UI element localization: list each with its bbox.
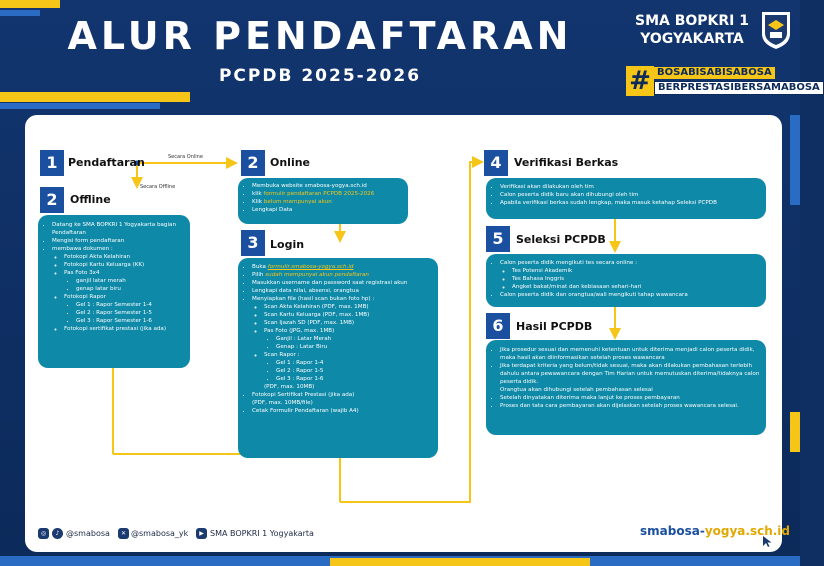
seleksi-list	[491, 259, 761, 299]
hasil-list	[491, 346, 761, 410]
login-item-1-link: formulir.smabosa-yogya.sch.id	[267, 264, 354, 270]
login-rapor-gel3: ▪ Gel 3 : Rapor 1-6	[276, 375, 433, 383]
offline-item-3-text: membawa dokumen :	[52, 246, 113, 252]
step-1-label: Pendaftaran	[68, 156, 145, 169]
step-4-label: Verifikasi Berkas	[514, 156, 619, 169]
step-2-offline-number: 2	[40, 187, 64, 213]
login-file-list	[252, 303, 433, 391]
step-3-label: Login	[270, 238, 305, 251]
hasil-box	[486, 340, 766, 435]
online-item-3	[252, 198, 403, 206]
youtube-icon[interactable]: ▶	[196, 528, 207, 539]
step-3-number: 3	[241, 230, 265, 256]
offline-photo-list	[64, 277, 185, 293]
login-file-2: ◦ Scan Kartu Keluarga (PDF, max. 1MB)	[264, 311, 433, 319]
edge-label-online: Secara Online	[168, 154, 203, 160]
online-item-2-highlight: formulir pendaftaran PCPDB 2025-2026	[263, 191, 375, 197]
hasil-item-2-text: Jika terdapat kriteria yang belum/tidak sesuai, maka akan dilakukan pembahasan terlebih dahulu antara pewawancara dengan Tim Harian untuk memutuskan diterima/tidaknya calon peserta didik.	[500, 363, 760, 385]
website-accent: yogya.sch.id	[704, 524, 791, 538]
login-rapor-gel2: ▪ Gel 2 : Rapor 1-5	[276, 367, 433, 375]
step-2-online-label: Online	[270, 156, 311, 169]
verifikasi-item-1: • Verifikasi akan dilakukan oleh tim	[500, 183, 761, 191]
step-1-number: 1	[40, 150, 64, 176]
offline-doc-3	[64, 269, 185, 293]
offline-item-1: • Datang ke SMA BOPKRI 1 Yogyakarta bagian Pendaftaran	[52, 221, 185, 237]
hasil-item-4: • Proses dan tata cara pembayaran akan dijelaskan setelah proses wawancara selesai.	[500, 402, 761, 410]
offline-rapor-gel2: ▪ Gel 2 : Rapor Semester 1-5	[76, 309, 185, 317]
instagram-handle[interactable]: @smabosa	[66, 529, 110, 538]
hasil-item-2-note: Orangtua akan dihubungi setelah pembahasan selesai	[500, 387, 653, 393]
step-5-number: 5	[486, 226, 510, 252]
login-rapor-gel1: ▪ Gel 1 : Rapor 1-4	[276, 359, 433, 367]
seleksi-box	[486, 254, 766, 307]
login-file-4-text: Pas Foto (JPG, max. 1MB)	[264, 328, 335, 334]
login-photo-list	[264, 335, 433, 351]
login-item-5	[252, 295, 433, 391]
offline-doc-3-text: Pas Foto 3x4	[64, 270, 100, 276]
school-name-line1: SMA BOPKRI 1	[634, 13, 749, 29]
login-item-6	[252, 391, 433, 407]
seleksi-item-2: • Calon peserta didik dan orangtua/wali mengikuti tahap wawancara	[500, 291, 761, 299]
instagram-icon[interactable]: ◎	[38, 528, 49, 539]
offline-doc-1: ◦ Fotokopi Akta Kelahiran	[64, 253, 185, 261]
tiktok-icon[interactable]: ♪	[52, 528, 63, 539]
step-6-number: 6	[486, 313, 510, 339]
hashtag-tag-2: BERPRESTASIBERSAMABOSA	[654, 81, 824, 95]
offline-doc-4-text: Fotokopi Rapor	[64, 294, 106, 300]
step-2-offline-label: Offline	[70, 193, 111, 206]
offline-rapor-list	[64, 301, 185, 325]
online-box	[238, 178, 408, 224]
offline-photo-odd: ▪ ganjil latar merah	[76, 277, 185, 285]
login-item-3: • Masukkan username dan password saat registrasi akun	[252, 279, 433, 287]
login-item-1	[252, 263, 433, 271]
seleksi-test-1: ◦ Tes Potensi Akademik	[512, 267, 761, 275]
offline-rapor-gel1: ▪ Gel 1 : Rapor Semester 1-4	[76, 301, 185, 309]
seleksi-item-1-text: Calon peserta didik mengikuti tes secara online :	[500, 260, 638, 266]
login-file-4	[264, 327, 433, 351]
hashtag-symbol: #	[626, 66, 654, 96]
online-item-2	[252, 190, 403, 198]
offline-box	[38, 215, 190, 368]
login-item-4: • Lengkapi data nilai, absensi, orangtua	[252, 287, 433, 295]
login-rapor-size: (PDF, max. 10MB)	[264, 384, 315, 390]
seleksi-test-list	[500, 267, 761, 291]
verifikasi-item-3: • Apabila verifikasi berkas sudah lengkap, maka masuk ketahap Seleksi PCPDB	[500, 199, 761, 207]
school-name-line2: YOGYAKARTA	[640, 31, 744, 47]
online-item-1: • Membuka website smabosa-yogya.sch.id	[252, 182, 403, 190]
login-photo-even: ▪ Genap : Latar Biru	[276, 343, 433, 351]
login-item-5-text: Menyiapkan file (hasil scan bukan foto hp) :	[252, 296, 375, 302]
login-file-3: ◦ Scan Ijazah SD (PDF, max. 1MB)	[264, 319, 433, 327]
offline-item-3	[52, 245, 185, 333]
online-item-4: • Lengkapi Data	[252, 206, 403, 214]
page-title: ALUR PENDAFTARAN	[67, 14, 573, 58]
verifikasi-list	[491, 183, 761, 207]
online-item-3-text: Klik	[252, 199, 264, 205]
step-6-label: Hasil PCPDB	[516, 320, 593, 333]
seleksi-item-1	[500, 259, 761, 291]
page-subtitle: PCPDB 2025-2026	[218, 66, 422, 86]
login-file-5	[264, 351, 433, 391]
cursor-icon	[763, 536, 772, 548]
website-main: smabosa-	[640, 524, 705, 538]
login-list	[243, 263, 433, 415]
offline-doc-2: ◦ Fotokopi Kartu Keluarga (KK)	[64, 261, 185, 269]
login-item-6-size: (PDF, max. 10MB/file)	[252, 400, 313, 406]
x-icon[interactable]: ✕	[118, 528, 129, 539]
login-rapor-list	[264, 359, 433, 383]
login-box	[238, 258, 438, 458]
login-item-2-text: Pilih	[252, 272, 266, 278]
step-4-number: 4	[484, 150, 508, 176]
offline-doc-list	[52, 253, 185, 333]
login-item-2-highlight: sudah mempunyai akun pendaftaran	[265, 272, 369, 278]
hasil-item-2	[500, 362, 761, 394]
login-item-6-text: Fotokopi Sertifikat Prestasi (jika ada)	[252, 392, 355, 398]
hasil-item-3: • Setelah dinyatakan diterima maka lanjut ke proses pembayaran	[500, 394, 761, 402]
online-item-3-highlight: belum mempunyai akun	[263, 199, 332, 205]
login-file-1: ◦ Scan Akta Kelahiran (PDF, max. 1MB)	[264, 303, 433, 311]
hasil-item-1: • Jika prosedur sesuai dan memenuhi ketentuan untuk diterima menjadi calon peserta didik, maka hasil akan diinformasikan setelah proses wawancara	[500, 346, 761, 362]
offline-photo-even: ▪ genap latar biru	[76, 285, 185, 293]
x-handle[interactable]: @smabosa_yk	[131, 529, 189, 538]
offline-item-2: • Mengisi form pendaftaran	[52, 237, 185, 245]
edge-label-offline: Secara Offline	[140, 184, 176, 190]
login-item-7: • Cetak Formulir Pendaftaran (wajib A4)	[252, 407, 433, 415]
login-item-2	[252, 271, 433, 279]
seleksi-test-3: ◦ Angket bakat/minat dan kebiasaan sehari-hari	[512, 283, 761, 291]
login-file-5-text: Scan Rapor :	[264, 352, 300, 358]
login-item-1-text: Buka	[252, 264, 268, 270]
seleksi-test-2: ◦ Tes Bahasa Inggris	[512, 275, 761, 283]
step-5-label: Seleksi PCPDB	[516, 233, 606, 246]
offline-doc-4	[64, 293, 185, 325]
offline-list	[43, 221, 185, 333]
verifikasi-item-2: • Calon peserta didik baru akan dihubungi oleh tim	[500, 191, 761, 199]
youtube-channel[interactable]: SMA BOPKRI 1 Yogyakarta	[210, 529, 314, 538]
verifikasi-box	[486, 178, 766, 219]
online-list	[243, 182, 403, 214]
offline-doc-5: ◦ Fotokopi sertifikat prestasi (jika ada)	[64, 325, 185, 333]
offline-rapor-gel3: ▪ Gel 3 : Rapor Semester 1-6	[76, 317, 185, 325]
step-2-online-number: 2	[241, 150, 265, 176]
hashtag-tag-1: BOSABISABISABOSA	[654, 67, 775, 79]
login-photo-odd: ▪ Ganjil : Latar Merah	[276, 335, 433, 343]
online-item-2-text: klik	[252, 191, 264, 197]
